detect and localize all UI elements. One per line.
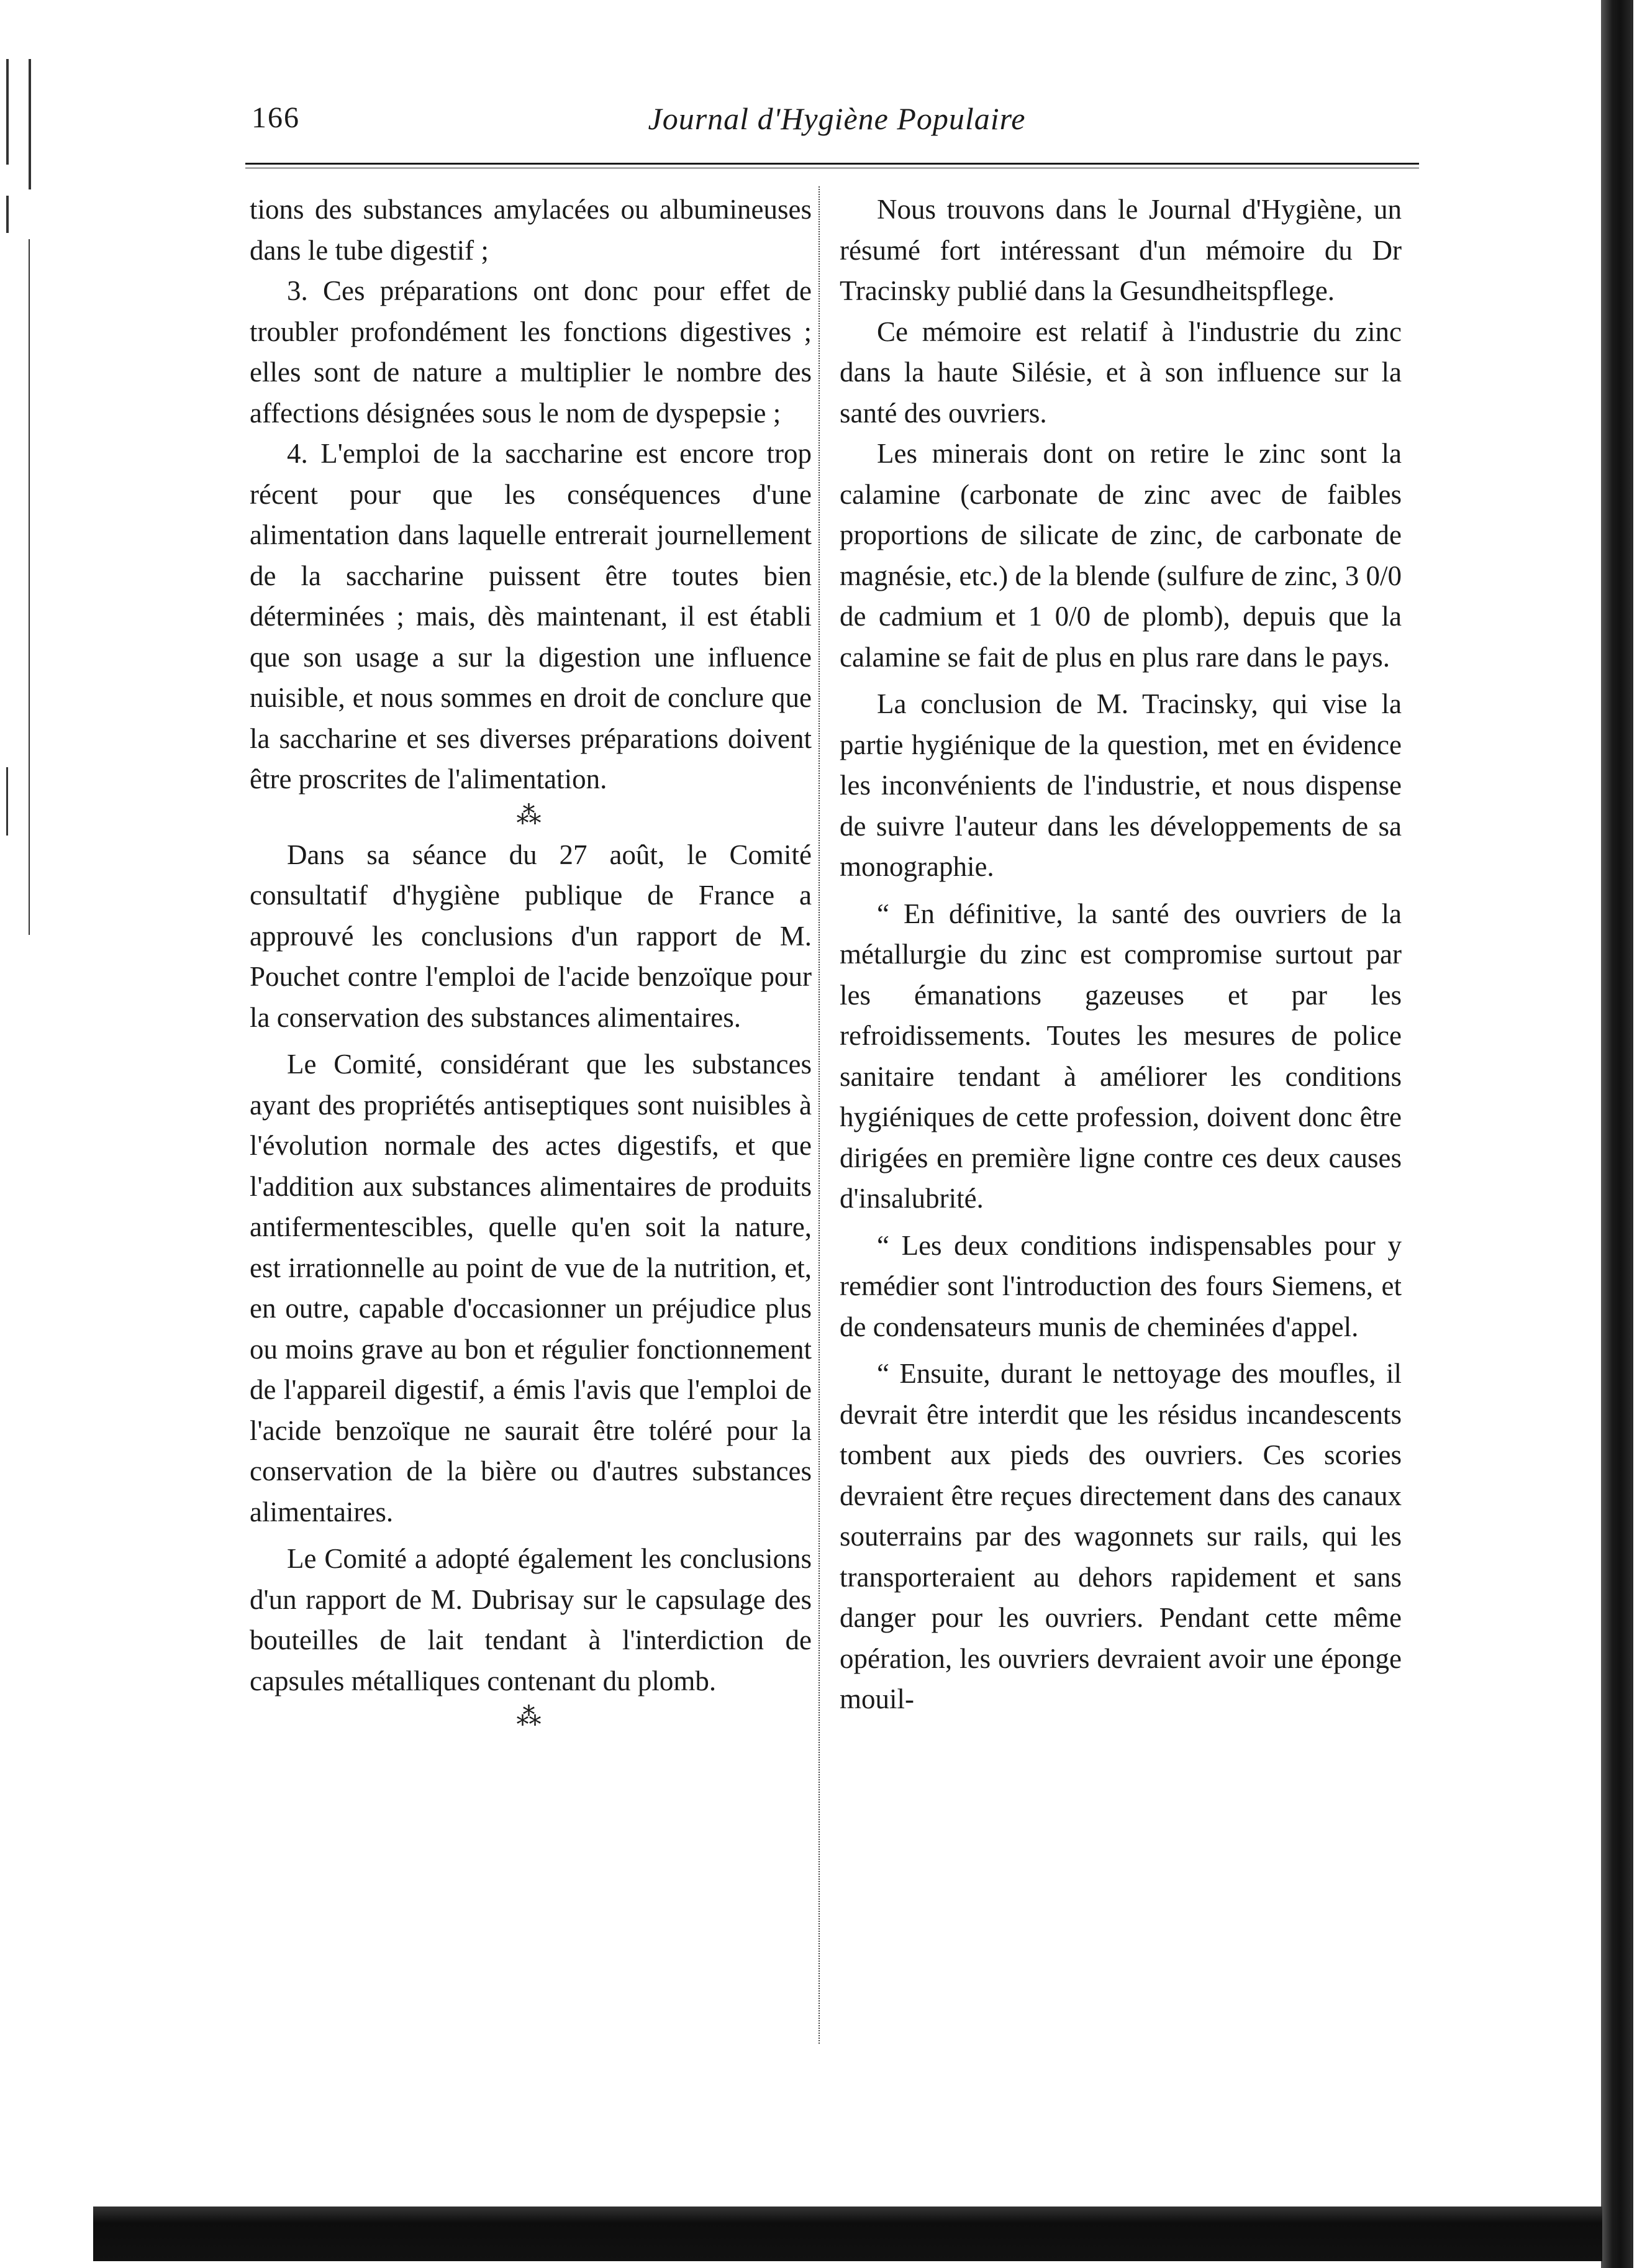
page-header [252, 101, 1422, 150]
section-asterism: ⁂ [516, 1703, 545, 1731]
paragraph: “ Les deux conditions indispensables pour y remédier sont l'introduction des fours Siemens, et de condensateurs munis de cheminées d'appel. [840, 1229, 1402, 1342]
paragraph: Les minerais dont on retire le zinc sont la calamine (carbonate de zinc avec de faibles proportions de silicate de zinc, de carbonate de magnésie, etc.) de la blende (sulfure de zinc, 3 0/0 de cadmium et 1 0/0 de plomb), depuis que la calamine se fait de plus en plus rare dans le pays. [840, 438, 1402, 673]
paragraph: Le Comité a adopté également les conclusions d'un rapport de M. Dubrisay sur le capsulage des bouteilles de lait tendant à l'interdiction de capsules métalliques contenant du plomb. [250, 1543, 812, 1696]
paragraph: “ Ensuite, durant le nettoyage des moufles, il devrait être interdit que les résidus incandescents tombent aux pieds des ouvriers. Ces scories devraient être reçues directement dans des canaux souterrains par des wagonnets sur rails, qui les transporteraient au dehors rapidement et sans danger pour les ouvriers. Pendant cette même opération, les ouvriers devraient avoir une éponge mouil- [840, 1358, 1402, 1715]
paragraph: La conclusion de M. Tracinsky, qui vise la partie hygiénique de la question, met en évidence les inconvénients de l'industrie, et nous dispense de suivre l'auteur dans les développements de sa monographie. [840, 688, 1402, 882]
left-column [250, 189, 812, 1736]
section-asterism: ⁂ [516, 801, 545, 829]
paragraph: Dans sa séance du 27 août, le Comité consultatif d'hygiène publique de France a approuvé les conclusions d'un rapport de M. Pouchet contre l'emploi de l'acide benzoïque pour la conservation des substances alimentaires. [250, 839, 812, 1033]
column-divider [819, 186, 820, 2044]
paragraph: Ce mémoire est relatif à l'industrie du zinc dans la haute Silésie, et à son influence sur la santé des ouvriers. [840, 316, 1402, 429]
paragraph: Le Comité, considérant que les substances ayant des propriétés antiseptiques sont nuisibles à l'évolution normale des actes digestifs, et que l'addition aux substances alimentaires de produits antifermentescibles, quelle qu'en soit la nature, est irrationnelle au point de vue de la nutrition, et, en outre, capable d'occasionner un préjudice plus ou moins grave au bon et régulier fonctionnement de l'appareil digestif, a émis l'avis que l'emploi de l'acide benzoïque ne saurait être toléré pour la conservation de la bière ou d'autres substances alimentaires. [250, 1049, 812, 1528]
right-column [840, 189, 1402, 1720]
running-title: Journal d'Hygiène Populaire [648, 101, 1026, 136]
scan-edge-marks [6, 59, 37, 929]
header-rule [245, 163, 1419, 165]
paragraph: Nous trouvons dans le Journal d'Hygiène, un résumé fort intéressant d'un mémoire du Dr Tracinsky publié dans la Gesundheitspflege. [840, 194, 1402, 306]
paragraph: “ En définitive, la santé des ouvriers de la métallurgie du zinc est compromise surtout par les émanations gazeuses et par les refroidissements. Toutes les mesures de police sanitaire tendant à améliorer les conditions hygiéniques de cette profession, doivent donc être dirigées en première ligne contre ces deux causes d'insalubrité. [840, 898, 1402, 1214]
paragraph: tions des substances amylacées ou albumineuses dans le tube digestif ; [250, 194, 812, 266]
paragraph: 3. Ces préparations ont donc pour effet de troubler profondément les fonctions digestives ; elles sont de nature a multiplier le nombre des affections désignées sous le nom de dyspepsie ; [250, 275, 812, 429]
page-number: 166 [252, 101, 300, 134]
paragraph: 4. L'emploi de la saccharine est encore trop récent pour que les conséquences d'une alimentation dans laquelle entrerait journellement de la saccharine puissent être toutes bien déterminées ; mais, dès maintenant, il est établi que son usage a sur la digestion une influence nuisible, et nous sommes en droit de conclure que la saccharine et ses diverses préparations doivent être proscrites de l'alimentation. [250, 438, 812, 795]
scan-right-edge [1601, 0, 1633, 2268]
scan-bottom-edge [93, 2207, 1602, 2261]
